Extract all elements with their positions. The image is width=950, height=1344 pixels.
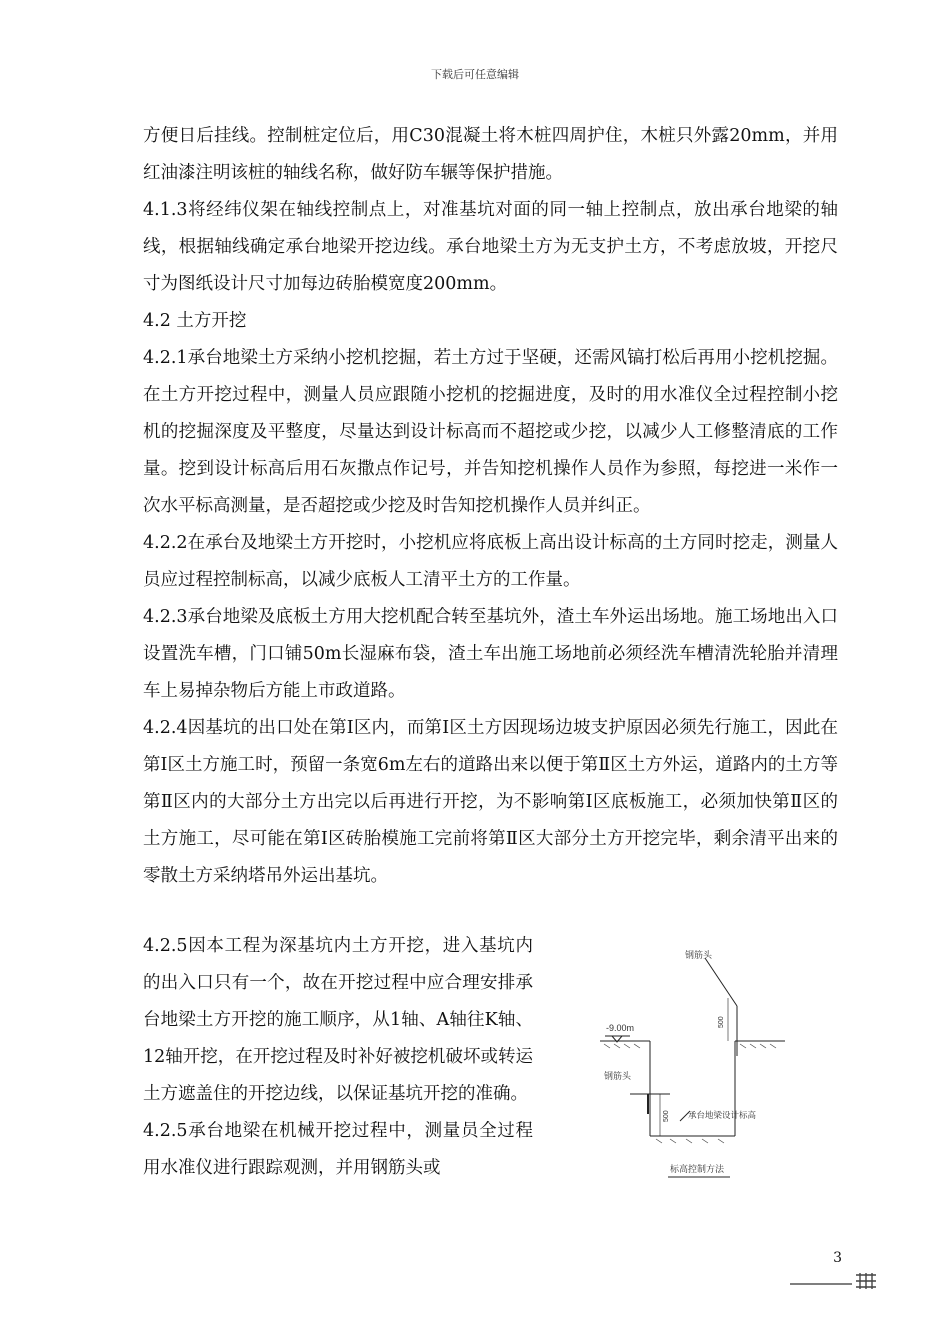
footer-mark-icon (790, 1270, 880, 1292)
page-header: 下载后可任意编辑 (431, 68, 519, 81)
paragraph: 4.2.5因本工程为深基坑内土方开挖，进入基坑内的出入口只有一个，故在开挖过程中应合理安排承台地梁土方开挖的施工顺序，从1轴、A轴往K轴、12轴开挖，在开挖过程及时补好被挖机破坏或转运土方遮盖住的开挖边线，以保证基坑开挖的准确。 (143, 936, 533, 1104)
page-number: 3 (833, 1250, 842, 1266)
paragraph: 方便日后挂线。控制桩定位后，用C30混凝土将木桩四周护住，木桩只外露20mm，并用红油漆注明该桩的轴线名称，做好防车辗等保护措施。 (143, 126, 838, 183)
rebar-left-label: 钢筋头 (604, 1071, 632, 1081)
narrow-text (143, 928, 533, 1187)
dimension-bottom-label: 500 (663, 1110, 670, 1122)
section-heading: 4.2 土方开挖 (143, 311, 247, 331)
elevation-label: -9.00m (606, 1023, 635, 1033)
paragraph: 4.2.1承台地梁土方采纳小挖机挖掘，若土方过于坚硬，还需风镐打松后再用小挖机挖掘。在土方开挖过程中，测量人员应跟随小挖机的挖掘进度，及时的用水准仪全过程控制小挖机的挖掘深度及平整度，尽量达到设计标高而不超挖或少挖，以减少人工修整清底的工作量。挖到设计标高后用石灰撒点作记号，并告知挖机操作人员作为参照，每挖进一米作一次水平标高测量，是否超挖或少挖及时告知挖机操作人员并纠正。 (143, 348, 838, 516)
figure-caption: 标高控制方法 (670, 1164, 725, 1174)
paragraph: 4.2.3承台地梁及底板土方用大挖机配合转至基坑外，渣土车外运出场地。施工场地出入口设置洗车槽，门口铺50m长湿麻布袋，渣土车出施工场地前必须经洗车槽清洗轮胎并清理车上易掉杂物后方能上市政道路。 (143, 607, 838, 701)
dimension-top-label: 500 (718, 1016, 725, 1028)
paragraph: 4.2.4因基坑的出口处在第Ⅰ区内，而第Ⅰ区土方因现场边坡支护原因必须先行施工，因此在第Ⅰ区土方施工时，预留一条宽6m左右的道路出来以便于第Ⅱ区土方外运，道路内的土方等第Ⅱ区内的大部分土方出完以后再进行开挖，为不影响第Ⅰ区底板施工，必须加快第Ⅱ区的土方施工，尽可能在第Ⅰ区砖胎模施工完前将第Ⅱ区大部分土方开挖完毕，剩余清平出来的零散土方采纳塔吊外运出基坑。 (143, 718, 838, 886)
paragraph: 4.1.3将经纬仪架在轴线控制点上，对准基坑对面的同一轴上控制点，放出承台地梁的轴线，根据轴线确定承台地梁开挖边线。承台地梁土方为无支护土方，不考虑放坡，开挖尺寸为图纸设计尺寸加每边砖胎模宽度200mm。 (143, 200, 838, 294)
main-text (143, 118, 838, 895)
rebar-top-label: 钢筋头 (685, 950, 713, 960)
paragraph: 4.2.5承台地梁在机械开挖过程中，测量员全过程用水准仪进行跟踪观测，并用钢筋头或 (143, 1121, 533, 1178)
elevation-control-diagram (590, 936, 790, 1181)
design-elevation-label: 承台地梁设计标高 (688, 1110, 757, 1120)
paragraph: 4.2.2在承台及地梁土方开挖时，小挖机应将底板上高出设计标高的土方同时挖走，测量人员应过程控制标高，以减少底板人工清平土方的工作量。 (143, 533, 838, 590)
